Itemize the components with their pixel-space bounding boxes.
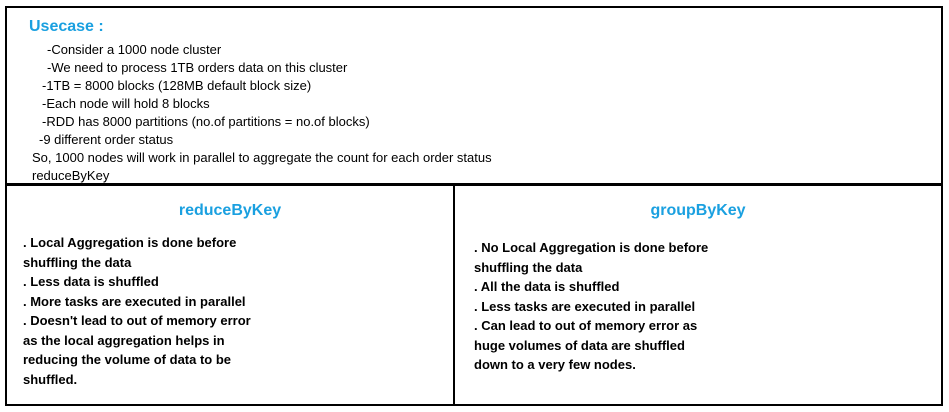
list-item: . Less data is shuffled — [23, 274, 159, 289]
list-item: as the local aggregation helps in — [23, 332, 225, 348]
list-item: . More tasks are executed in parallel — [23, 293, 246, 309]
usecase-line: reduceByKey — [32, 168, 110, 183]
list-item: . Can lead to out of memory error as — [474, 318, 698, 333]
list-item: . No Local Aggregation is done before — [474, 240, 709, 255]
list-item: reducing the volume of data to be — [23, 352, 232, 367]
list-item: . All the data is shuffled — [474, 279, 620, 294]
groupbykey-title: groupByKey — [650, 202, 746, 219]
usecase-title: Usecase : — [29, 18, 104, 35]
usecase-line: -Each node will hold 8 blocks — [42, 96, 210, 111]
usecase-line: -Consider a 1000 node cluster — [47, 42, 222, 57]
usecase-line: -RDD has 8000 partitions (no.of partitions = no.of blocks) — [42, 114, 370, 129]
list-item: down to a very few nodes. — [474, 357, 636, 372]
comparison-frame — [5, 6, 943, 406]
usecase-line: -9 different order status — [39, 132, 174, 147]
list-item: shuffling the data — [23, 254, 132, 270]
usecase-line: -We need to process 1TB orders data on this cluster — [47, 60, 348, 75]
groupbykey-points — [474, 238, 708, 375]
usecase-section — [7, 8, 941, 186]
reducebykey-title: reduceByKey — [178, 202, 282, 219]
list-item: huge volumes of data are shuffled — [474, 337, 685, 353]
usecase-line: -1TB = 8000 blocks (128MB default block size) — [42, 78, 312, 93]
list-item: shuffled. — [23, 371, 78, 387]
list-item: . Less tasks are executed in parallel — [474, 298, 696, 314]
list-item: . Doesn't lead to out of memory error — [23, 313, 251, 328]
groupbykey-column — [455, 186, 941, 404]
list-item: . Local Aggregation is done before — [23, 235, 237, 250]
usecase-line: So, 1000 nodes will work in parallel to aggregate the count for each order status — [32, 150, 492, 165]
list-item: shuffling the data — [474, 259, 583, 275]
reducebykey-points — [23, 233, 251, 389]
reducebykey-column — [7, 186, 455, 404]
